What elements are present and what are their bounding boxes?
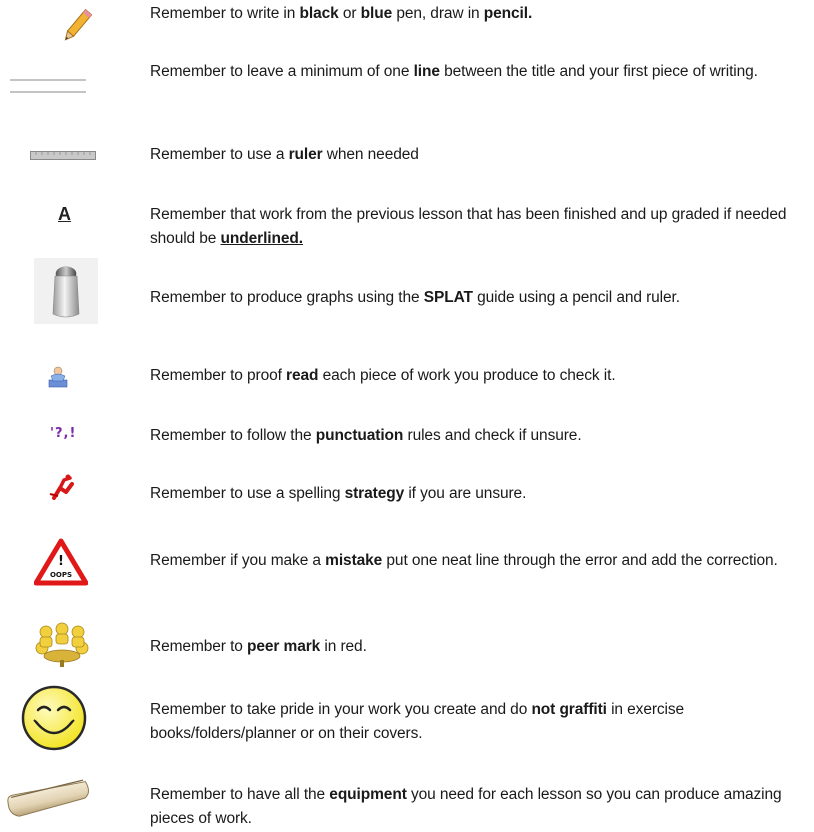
rule-text (150, 482, 810, 506)
reading-person-icon (48, 366, 68, 388)
rule-text-emphasis: line (413, 63, 440, 80)
rule-text-segment: if you are unsure. (404, 485, 527, 502)
rule-text-segment: Remember to (150, 638, 247, 655)
rule-text-segment: Remember to write in (150, 5, 300, 22)
rule-text-emphasis: read (286, 367, 319, 384)
oops-warning-icon (34, 538, 88, 586)
rule-text-segment: in red. (320, 638, 367, 655)
lines-icon (8, 76, 88, 96)
peer-group-icon (34, 622, 90, 668)
rule-text-emphasis: SPLAT (423, 289, 473, 306)
rule-text-emphasis: mistake (325, 552, 383, 569)
rule-text (150, 424, 810, 448)
rule-text-emphasis: black (299, 5, 339, 22)
rule-text-segment: Remember to leave a minimum of one (150, 63, 414, 80)
rule-text-segment: Remember to follow the (150, 427, 316, 444)
svg-text:OOPS: OOPS (49, 571, 73, 579)
rule-text-segment: each piece of work you produce to check it. (318, 367, 616, 384)
rule-text-segment: Remember to have all the (150, 786, 330, 803)
rule-text-emphasis: peer mark (247, 638, 321, 655)
rule-text (150, 549, 810, 573)
rule-text-segment: in exercise books/folders/planner or on their covers. (150, 701, 685, 742)
pencil-icon (60, 6, 94, 46)
rule-text (150, 783, 810, 831)
rule-text (150, 203, 810, 251)
rule-text-segment: Remember that work from the previous lesson that has been finished and up graded if needed should be (150, 206, 787, 247)
rule-text-segment: or (338, 5, 361, 22)
rule-text-segment: Remember to use a (150, 146, 289, 163)
running-figure-icon (46, 474, 76, 500)
ruler-icon (30, 151, 96, 160)
rule-text-segment: Remember to take pride in your work you create and do (150, 701, 532, 718)
pencil-case-icon (2, 776, 92, 820)
rule-text-segment: between the title and your first piece of writing. (439, 63, 758, 80)
rule-text-emphasis: blue (360, 5, 393, 22)
svg-text:!: ! (58, 554, 64, 569)
rule-text-underline: underlined. (220, 230, 303, 247)
rule-text-segment: when needed (322, 146, 419, 163)
smiley-face-icon (20, 684, 88, 752)
rule-text-segment: you need for each lesson so you can produce amazing pieces of work. (150, 786, 782, 827)
rule-text-emphasis: pencil. (483, 5, 533, 22)
rule-text-segment: Remember to proof (150, 367, 287, 384)
rule-text-segment: Remember to use a spelling (150, 485, 345, 502)
rule-text-emphasis: strategy (344, 485, 405, 502)
punctuation-icon: '?,! (50, 426, 77, 441)
rule-text-emphasis: punctuation (315, 427, 404, 444)
rule-text (150, 143, 810, 167)
rule-text-emphasis: not graffiti (531, 701, 607, 718)
underlined-a-icon: A (58, 204, 71, 224)
rule-text-segment: Remember if you make a (150, 552, 326, 569)
rule-text (150, 60, 810, 84)
rule-text (150, 2, 810, 26)
rule-text-segment: rules and check if unsure. (403, 427, 582, 444)
rule-text-segment: put one neat line through the error and add the correction. (382, 552, 778, 569)
rule-text-emphasis (221, 230, 303, 247)
salt-shaker-icon (34, 258, 98, 324)
rule-text (150, 286, 810, 310)
rule-text-emphasis: equipment (329, 786, 407, 803)
rule-text-segment: guide using a pencil and ruler. (472, 289, 680, 306)
rule-text (150, 635, 810, 659)
rule-text-segment: Remember to produce graphs using the (150, 289, 424, 306)
rule-text-segment: pen, draw in (392, 5, 484, 22)
rule-text (150, 698, 810, 746)
rule-text (150, 364, 810, 388)
rule-text-emphasis: ruler (288, 146, 323, 163)
